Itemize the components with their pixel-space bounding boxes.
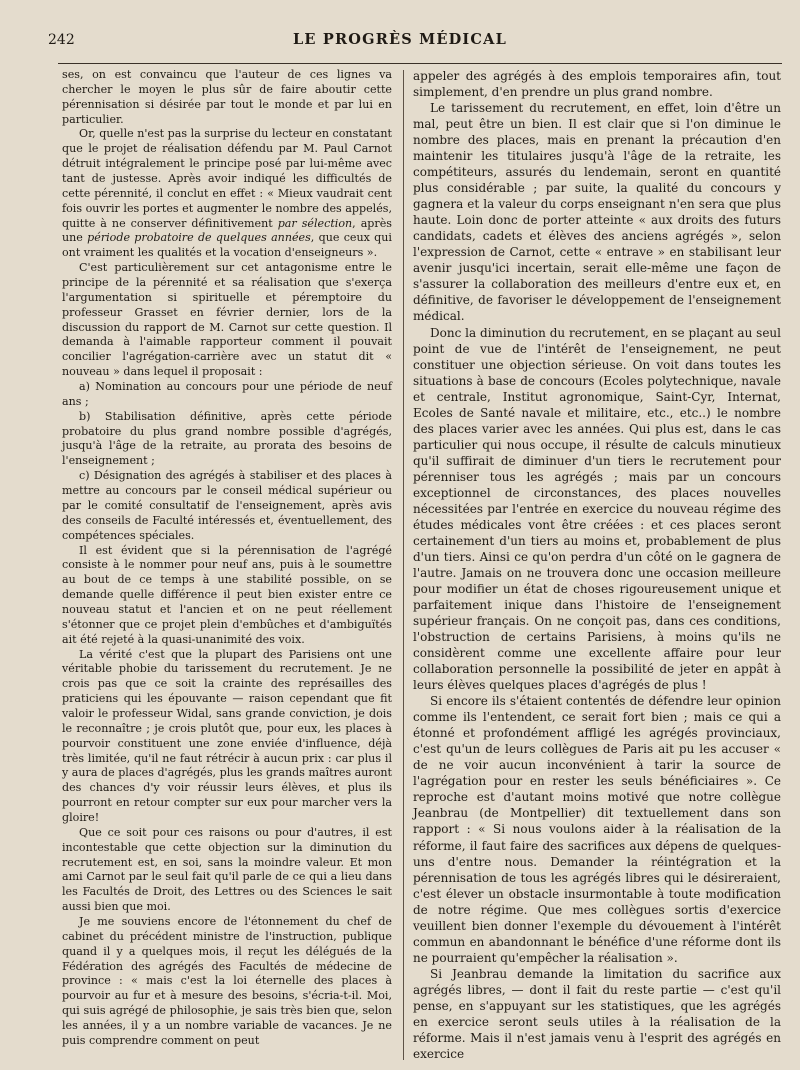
paragraph: Donc la diminution du recrutement, en se plaçant au seul point de vue de l'intérêt de l'enseignement, ne peut constituer une objection sérieuse. On voit dans toutes les situations à base de concours (Ecoles polytechnique, navale et centrale, Institut agronomique, Saint-Cyr, Internat, Ecoles de Santé navale et militaire, etc., etc..) le nombre des places varier avec les années. Qui plus est, dans le cas particulier qui nous occupe, il résulte de calculs minutieux qu'il suffirait de diminuer d'un tiers le recrutement pour pérenniser tous les agrégés ; mais par un concours exceptionnel de circonstances, des places nouvelles nécessitées par l'entrée en exercice du nouveau régime des études médicales vont être créées : et ces places seront certainement d'un tiers au moins et, probablement de plus d'un tiers. Ainsi ce qu'on perdra d'un côté on le gagnera de l'autre. Jamais on ne trouvera donc une occasion meilleure pour modifier un état de choses rigoureusement unique et parfaitement inique dans l'histoire de l'enseignement supérieur français. On ne conçoit pas, dans ces conditions, l'obstruction de certains Parisiens, à moins qu'ils ne considèrent comme une excellente affaire pour leur collaboration personnelle la possibilité de jeter en appât à leurs élèves quelques places d'agrégés de plus ! — [413, 325, 781, 693]
list-item-c: c) Désignation des agrégés à stabiliser et des places à mettre au concours par le conseil médical supérieur ou par le comité consultatif de l'enseignement, après avis des conseils de Faculté intéressés et, éventuellement, des compétences spéciales. — [62, 469, 392, 542]
text-run: , après une — [62, 216, 392, 245]
paragraph: Que ce soit pour ces raisons ou pour d'autres, il est incontestable que cette objection sur la diminution du recrutement est, en soi, sans la moindre valeur. Et mon ami Carnot par le seul fait qu'il parle de ce qui a lieu dans les Facultés de Droit, des Lettres ou des Sciences le sait aussi bien que moi. — [62, 825, 392, 914]
page-number: 242 — [48, 32, 75, 48]
page-header — [0, 30, 800, 50]
left-column — [62, 68, 392, 1049]
running-title: LE PROGRÈS MÉDICAL — [293, 31, 507, 48]
text-run: Or, quelle n'est pas la surprise du lecteur en constatant que le projet de réalisation défendu par M. Paul Carnot détruit intégralement le principe posé par lui-même avec tant de justesse. Après avoir indiqué les difficultés de cette pérennité, il conclut en effet : « Mieux vaudrait cent fois ouvrir les portes et augmenter le nombre des appelés, quitte à ne conserver définitivement — [62, 127, 392, 230]
list-item-b: b) Stabilisation définitive, après cette période probatoire du plus grand nombre possible d'agrégés, jusqu'à l'âge de la retraite, au prorata des besoins de l'enseignement ; — [62, 409, 392, 468]
text-run: , que ceux qui ont vraiment les qualités et la vocation d'enseigneurs ». — [62, 231, 392, 260]
paragraph: Si encore ils s'étaient contentés de défendre leur opinion comme ils l'entendent, ce serait fort bien ; mais ce qui a étonné et profondément affligé les agrégés provinciaux, c'est qu'un de leurs collègues de Paris ait pu les accuser « de ne voir aucun inconvénient à tarir la source de l'agrégation pour en rester les seuls bénéficiaires ». Ce reproche est d'autant moins motivé que notre collègue Jeanbrau (de Montpellier) dit textuellement dans son rapport : « Si nous voulons aider à la réalisation de la réforme, il faut faire des sacrifices aux dépens de quelques-uns d'entre nous. Demander la réintégration et la pérennisation de tous les agrégés libres qui le désireraient, c'est élever un obstacle insurmontable à toute modification de notre régime. Que mes collègues sortis d'exercice veuillent bien donner l'exemple du dévouement à l'intérêt commun en abandonnant le bénéfice d'une réforme dont ils ne pourraient qu'empêcher la réalisation ». — [413, 694, 781, 965]
list-item-a: a) Nomination au concours pour une période de neuf ans ; — [62, 380, 392, 408]
paragraph: Si Jeanbrau demande la limitation du sacrifice aux agrégés libres, — dont il fait du reste partie — c'est qu'il pense, en s'appuyant sur les statistiques, que les agrégés en exercice seront seuls utiles à la réalisation de la réforme. Mais il n'est jamais venu à l'esprit des agrégés en exercice — [413, 966, 781, 1061]
paragraph: La vérité c'est que la plupart des Parisiens ont une véritable phobie du tarissement du recrutement. Je ne crois pas que ce soit la crainte des représailles des praticiens qui les épouvante — raison cependant que fit valoir le professeur Widal, sans grande conviction, je dois le reconnaître ; je crois plutôt que, pour eux, les places à pourvoir constituent une zone enviée d'influence, déjà très limitée, qu'il ne faut rétrécir à aucun prix : car plus il y aura de places d'agrégés, plus les grands maîtres auront des chances d'y voir réussir leurs élèves, et plus ils pourront en retour compter sur eux pour marcher vers la gloire! — [62, 647, 393, 824]
paragraph: ses, on est convaincu que l'auteur de ces lignes va chercher le moyen le plus sûr de faire aboutir cette pérennisation si désirée par tout le monde et par lui en particulier. — [62, 68, 392, 126]
column-divider — [403, 70, 404, 1060]
paragraph: appeler des agrégés à des emplois temporaires afin, tout simplement, d'en prendre un plus grand nombre. — [413, 69, 781, 100]
right-column — [413, 68, 781, 1062]
header-rule — [58, 63, 782, 64]
paragraph-carnot-quote — [62, 127, 392, 261]
italic-phrase: période probatoire de quelques années — [87, 231, 311, 245]
italic-phrase: par sélection — [277, 216, 353, 230]
paragraph: Je me souviens encore de l'étonnement du chef de cabinet du précédent ministre de l'instruction, publique quand il y a quelques mois, il reçut les délégués de la Fédération des agrégés des Facultés de médecine de province : « mais c'est la loi éternelle des places à pourvoir au fur et à mesure des besoins, s'écria-t-il. Moi, qui suis agrégé de philosophie, je sais très bien que, selon les années, il y a un nombre variable de vacances. Je ne puis comprendre comment on peut — [62, 914, 392, 1047]
paragraph: Le tarissement du recrutement, en effet, loin d'être un mal, peut être un bien. Il est clair que si l'on diminue le nombre des places, mais en prenant la précaution d'en maintenir les titulaires jusqu'à l'âge de la retraite, les compétiteurs, assurés du lendemain, seront en quantité plus considérable ; par suite, la qualité du concours y gagnera et la valeur du corps enseignant n'en sera que plus haute. Loin donc de porter atteinte « aux droits des futurs candidats, cadets et élèves des anciens agrégés », selon l'expression de Carnot, cette « entrave » en stabilisant leur avenir jusqu'ici incertain, serait elle-même une façon de s'assurer la collaboration des meilleurs d'entre eux et, en définitive, de favoriser le développement de l'enseignement médical. — [413, 101, 781, 324]
paragraph: Il est évident que si la pérennisation de l'agrégé consiste à le nommer pour neuf ans, puis à le soumettre au bout de ce temps à une stabilité possible, on se demande quelle différence il peut bien exister entre ce nouveau statut et l'ancien et on ne peut réellement s'étonner que ce projet plein d'embûches et d'ambiguïtés ait été rejeté à la quasi-unanimité des voix. — [62, 543, 392, 646]
paragraph: C'est particulièrement sur cet antagonisme entre le principe de la pérennité et sa réalisation que s'exerça l'argumentation si spirituelle et péremptoire du professeur Grasset en février dernier, lors de la discussion du rapport de M. Carnot sur cette question. Il demanda à l'aimable rapporteur comment il pouvait concilier l'agrégation-carrière avec un statut dit « nouveau » dans lequel il proposait : — [62, 261, 392, 379]
